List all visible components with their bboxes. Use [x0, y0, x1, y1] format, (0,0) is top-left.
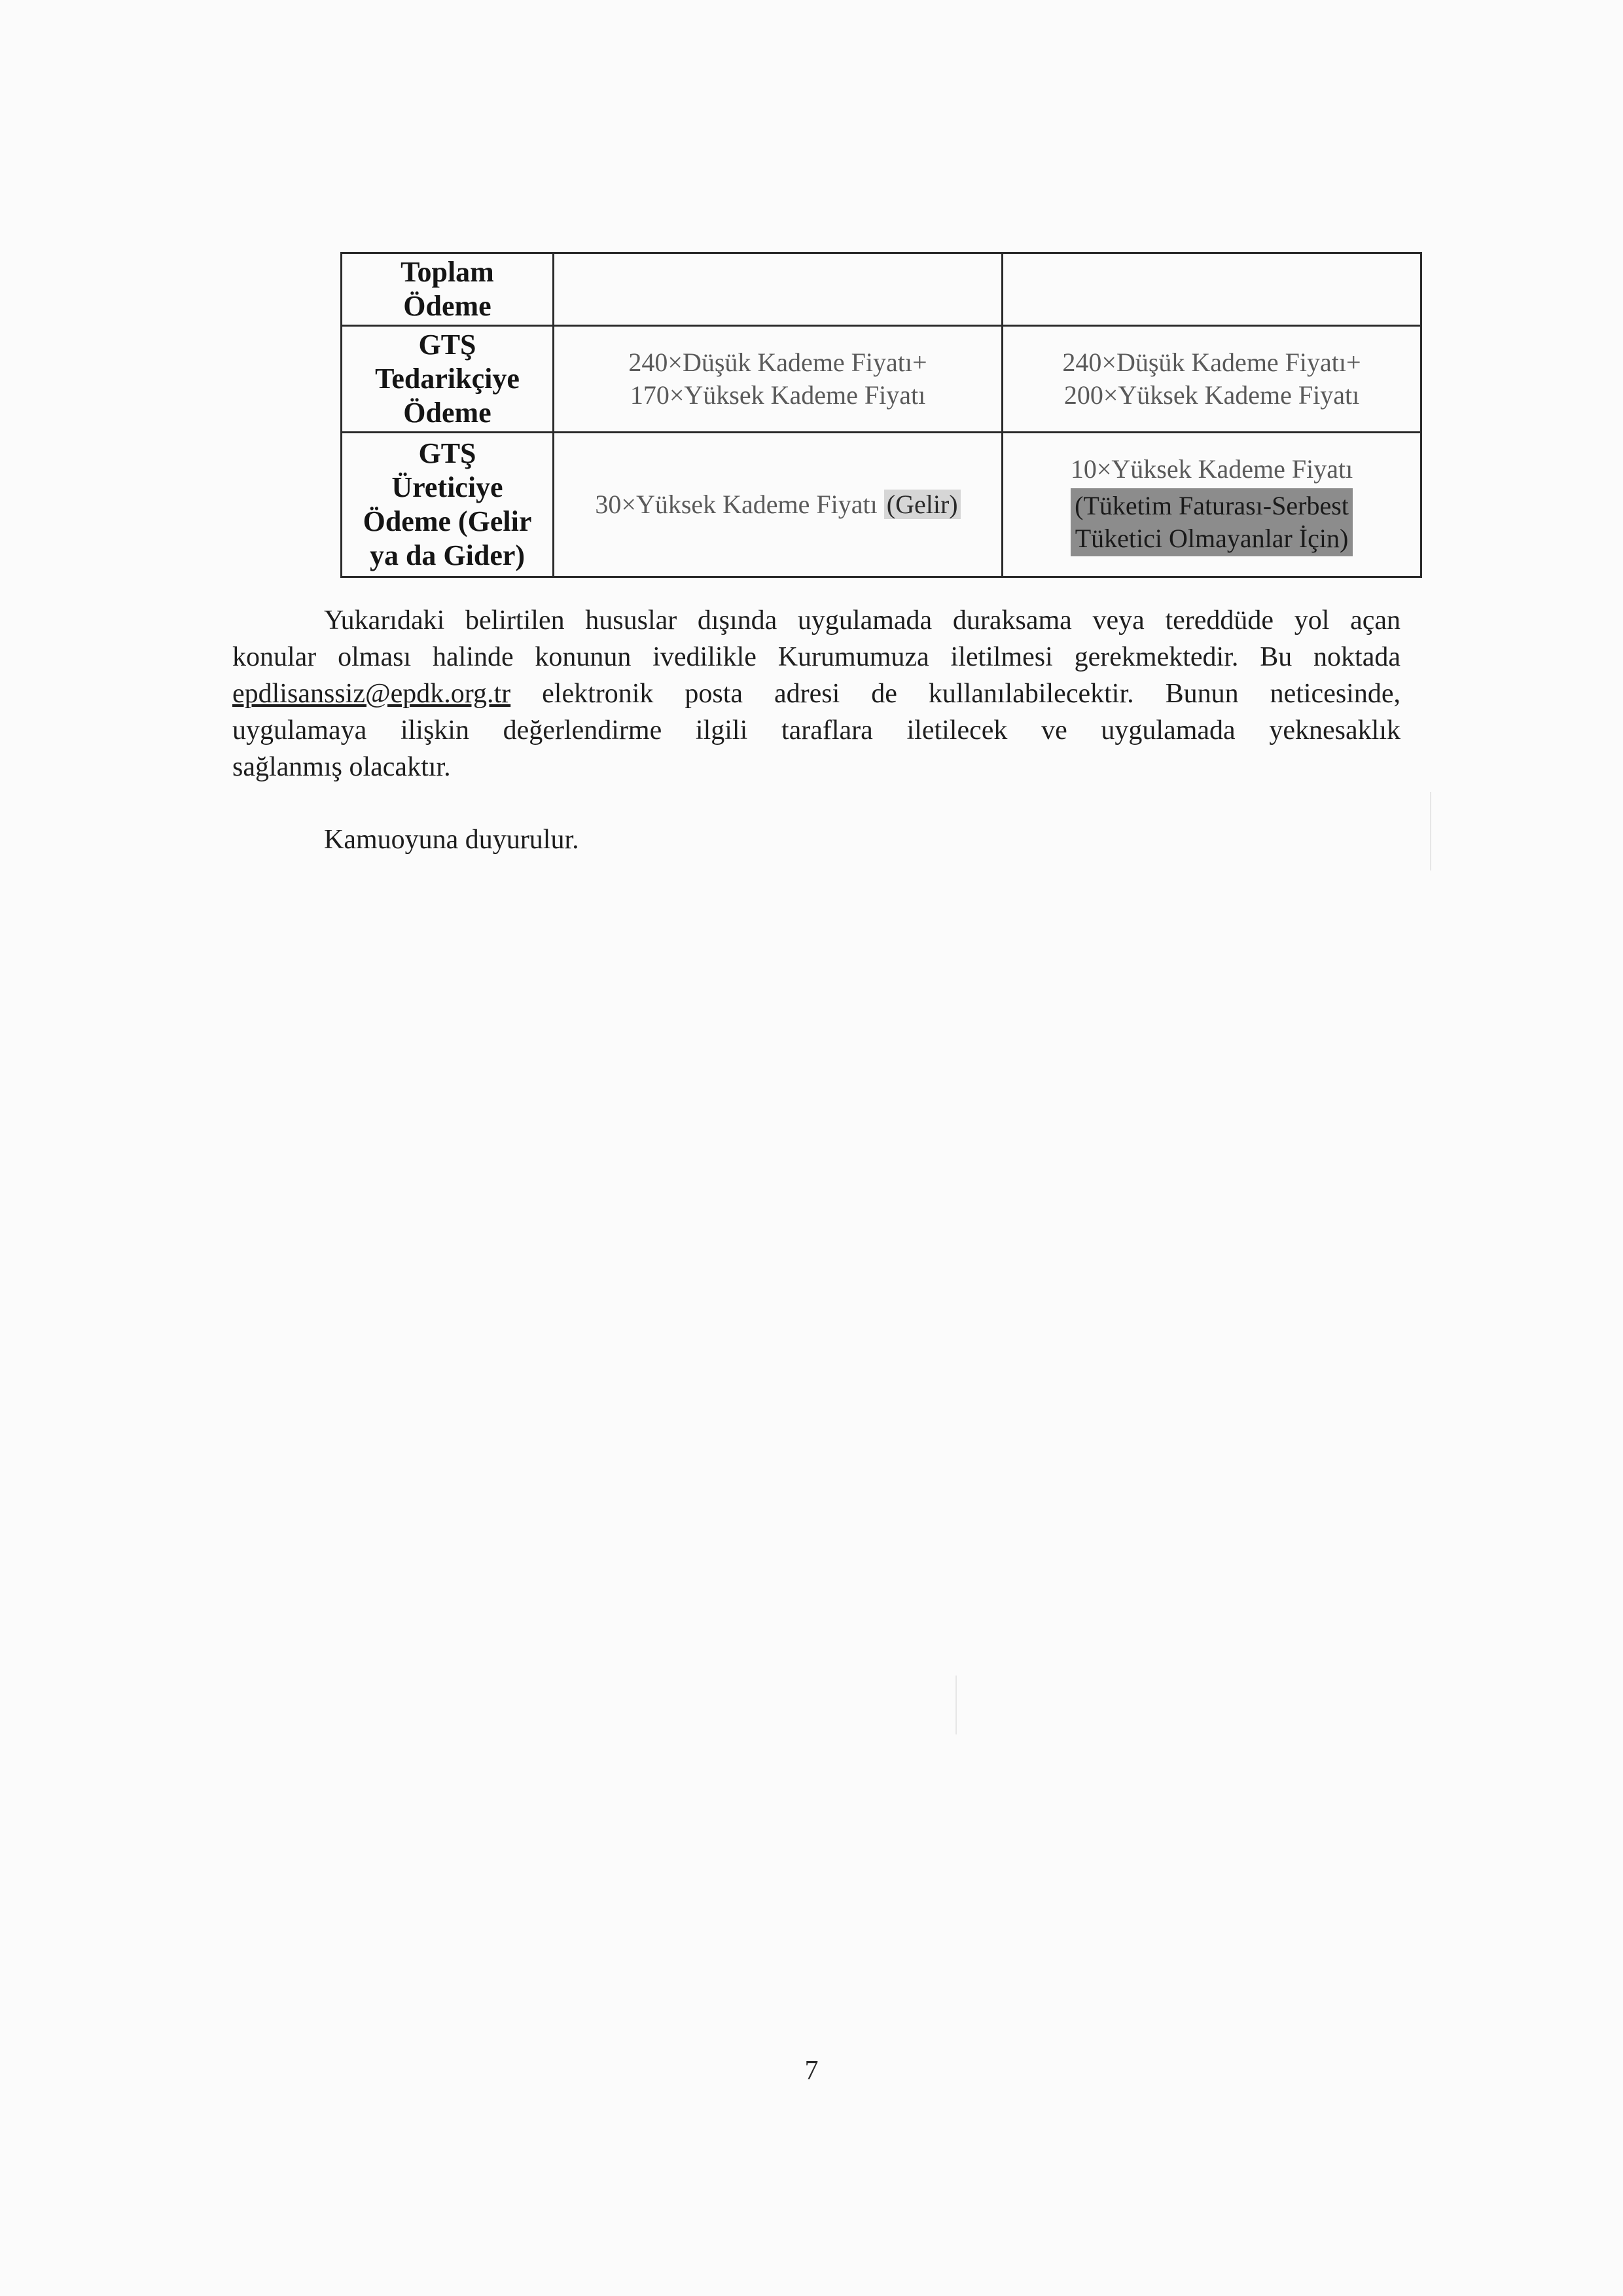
paragraph-line: sağlanmış olacaktır.	[232, 752, 451, 782]
total-payment-col2-cell	[554, 253, 1003, 326]
paragraph-line: Yukarıdaki belirtilen hususlar dışında uygulamada duraksama veya tereddüde yol açan	[324, 605, 1400, 636]
closing-statement: Kamuoyuna duyurulur.	[324, 825, 579, 855]
table-row-producer-payment	[342, 433, 1421, 577]
table-row-total-payment	[342, 253, 1421, 326]
row-header-producer-payment: GTŞ Üreticiye Ödeme (Gelir ya da Gider)	[342, 433, 554, 577]
email-link[interactable]: epdlisanssiz@epdk.org.tr	[232, 679, 511, 709]
supplier-payment-col2-cell: 240×Düşük Kademe Fiyatı+ 170×Yüksek Kademe Fiyatı	[554, 326, 1003, 433]
producer-payment-col3-cell: 10×Yüksek Kademe Fiyatı (Tüketim Faturası-Serbest Tüketici Olmayanlar İçin)	[1003, 433, 1421, 577]
row-header-supplier-payment: GTŞ Tedarikçiye Ödeme	[342, 326, 554, 433]
scan-artifact	[955, 1676, 957, 1734]
paragraph-line: uygulamaya ilişkin değerlendirme ilgili taraflara iletilecek ve uygulamada yeknesaklık	[232, 715, 1400, 745]
body-paragraph	[232, 602, 1400, 785]
table-row-supplier-payment	[342, 326, 1421, 433]
row-header-total-payment: Toplam Ödeme	[342, 253, 554, 326]
consumption-invoice-highlight: (Tüketim Faturası-Serbest Tüketici Olmayanlar İçin)	[1071, 488, 1353, 556]
producer-payment-col2-cell: 30×Yüksek Kademe Fiyatı (Gelir)	[554, 433, 1003, 577]
paragraph-line: epdlisanssiz@epdk.org.tr elektronik posta adresi de kullanılabilecektir. Bunun neticesinde,	[232, 679, 1400, 709]
income-highlight: (Gelir)	[884, 490, 961, 519]
paragraph-line: konular olması halinde konunun ivedilikle Kurumumuza iletilmesi gerekmektedir. Bu noktada	[232, 642, 1400, 672]
payment-table	[340, 252, 1422, 578]
total-payment-col3-cell	[1003, 253, 1421, 326]
page-number: 7	[804, 2056, 819, 2086]
supplier-payment-col3-cell: 240×Düşük Kademe Fiyatı+ 200×Yüksek Kademe Fiyatı	[1003, 326, 1421, 433]
scan-artifact	[1430, 792, 1431, 870]
